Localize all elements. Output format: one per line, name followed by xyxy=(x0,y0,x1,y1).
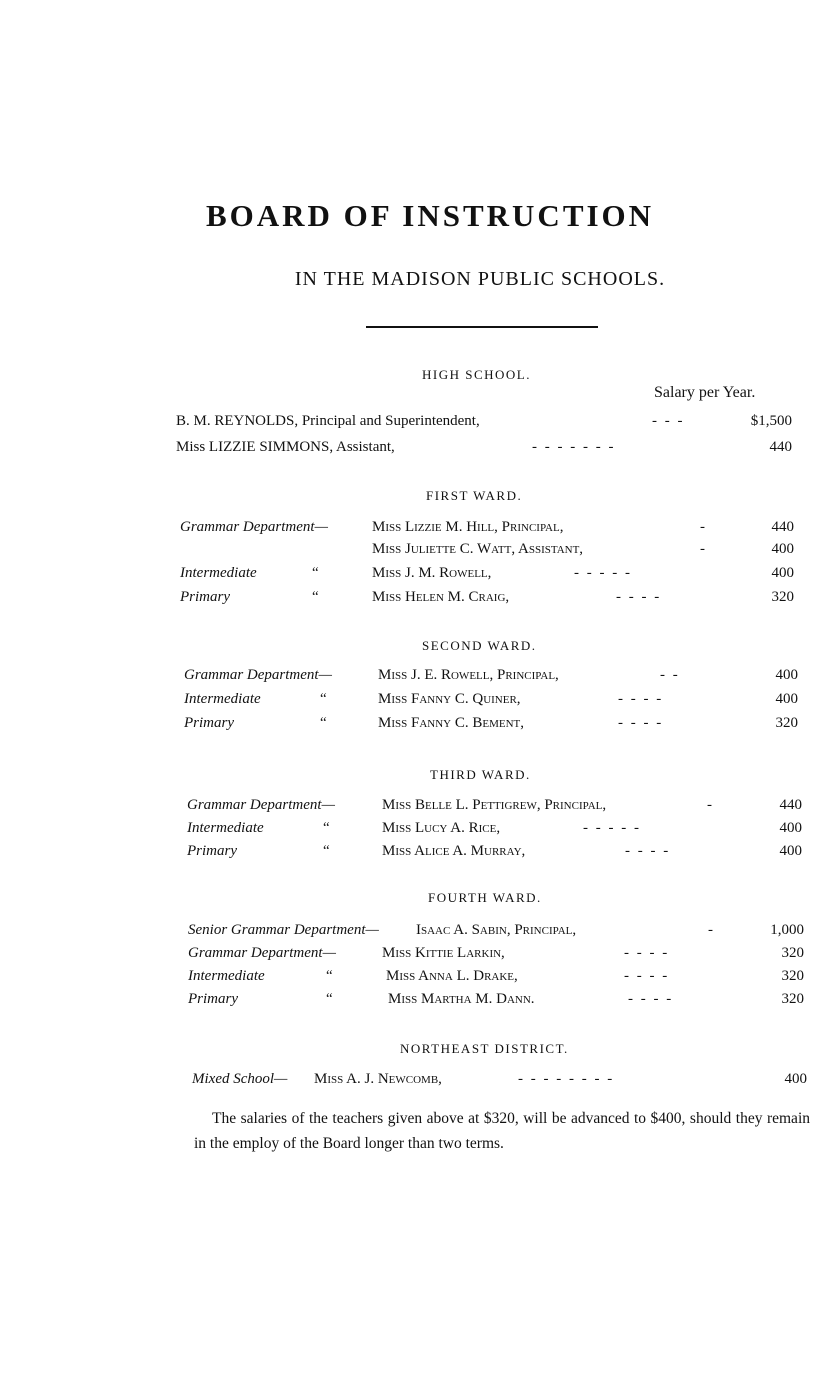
salary-amount: 400 xyxy=(784,1071,807,1087)
staff-name: Miss Lucy A. Rice, xyxy=(382,820,501,836)
department-label: Intermediate xyxy=(184,691,261,707)
salary-amount: 320 xyxy=(781,945,804,961)
table-row xyxy=(187,840,807,862)
department-label: Primary xyxy=(187,843,237,859)
ditto-mark: “ xyxy=(320,715,327,731)
department-label: Senior Grammar Department— xyxy=(188,922,379,938)
leader-dots: - - - - xyxy=(618,715,664,731)
ditto-mark: “ xyxy=(326,968,333,984)
department-label: Primary xyxy=(184,715,234,731)
ditto-mark: “ xyxy=(323,820,330,836)
leader-dots: - xyxy=(708,922,715,938)
staff-name: Miss A. J. Newcomb, xyxy=(314,1071,442,1087)
department-label: Grammar Department— xyxy=(187,797,335,813)
staff-name: Miss Fanny C. Bement, xyxy=(378,715,524,731)
salary-column-header: Salary per Year. xyxy=(654,384,756,401)
salary-amount: 400 xyxy=(771,565,794,581)
ditto-mark: “ xyxy=(323,843,330,859)
table-row xyxy=(187,794,807,816)
salary-amount: 320 xyxy=(781,968,804,984)
table-row xyxy=(184,664,804,686)
ditto-mark: “ xyxy=(326,991,333,1007)
department-label: Primary xyxy=(180,589,230,605)
leader-dots: - - - xyxy=(652,413,685,429)
table-row xyxy=(184,712,804,734)
department-label: Grammar Department— xyxy=(180,519,328,535)
table-row xyxy=(180,516,800,538)
staff-name: Miss LIZZIE SIMMONS, Assistant, xyxy=(176,439,395,455)
leader-dots: - - - - - xyxy=(574,565,632,581)
leader-dots: - - - - xyxy=(628,991,674,1007)
table-row xyxy=(180,586,800,608)
section-heading-high-school: HIGH SCHOOL. xyxy=(422,367,531,382)
department-label: Intermediate xyxy=(188,968,265,984)
table-row xyxy=(188,919,808,941)
leader-dots: - - - - - - - - xyxy=(518,1071,615,1087)
department-label: Grammar Department— xyxy=(188,945,336,961)
salary-amount: 400 xyxy=(771,541,794,557)
leader-dots: - xyxy=(700,541,707,557)
salary-amount: $1,500 xyxy=(750,413,792,429)
staff-name: Miss Lizzie M. Hill, Principal, xyxy=(372,519,564,535)
staff-name: Miss J. E. Rowell, Principal, xyxy=(378,667,559,683)
department-label: Primary xyxy=(188,991,238,1007)
staff-name: Miss Belle L. Pettigrew, Principal, xyxy=(382,797,607,813)
leader-dots: - - xyxy=(660,667,680,683)
salary-amount: 400 xyxy=(775,667,798,683)
page-title: BOARD OF INSTRUCTION xyxy=(205,198,655,233)
salary-note: The salaries of the teachers given above at $320, will be advanced to $400, should they remain in the employ of the Board longer than two terms. xyxy=(194,1110,810,1152)
table-row xyxy=(184,688,804,710)
table-row xyxy=(176,436,796,458)
staff-name: Miss Helen M. Craig, xyxy=(372,589,510,605)
salary-amount: 440 xyxy=(779,797,802,813)
staff-name: Miss Alice A. Murray, xyxy=(382,843,526,859)
salary-amount: 440 xyxy=(769,439,792,455)
leader-dots: - - - - - - - xyxy=(532,439,616,455)
table-row xyxy=(192,1068,812,1090)
table-row xyxy=(187,817,807,839)
department-label: Mixed School— xyxy=(192,1071,288,1087)
staff-name: Miss Anna L. Drake, xyxy=(386,968,518,984)
leader-dots: - - - - - xyxy=(583,820,641,836)
section-heading-northeast-district: NORTHEAST DISTRICT. xyxy=(400,1041,569,1056)
leader-dots: - - - - xyxy=(624,945,670,961)
salary-amount: 440 xyxy=(771,519,794,535)
leader-dots: - xyxy=(700,519,707,535)
table-row xyxy=(180,562,800,584)
leader-dots: - xyxy=(707,797,714,813)
salary-amount: 320 xyxy=(771,589,794,605)
ditto-mark: “ xyxy=(312,589,319,605)
salary-amount: 400 xyxy=(775,691,798,707)
section-heading-fourth-ward: FOURTH WARD. xyxy=(428,890,542,905)
staff-name: Isaac A. Sabin, Principal, xyxy=(416,922,577,938)
section-heading-first-ward: FIRST WARD. xyxy=(426,488,523,503)
staff-name: Miss J. M. Rowell, xyxy=(372,565,492,581)
staff-name: Miss Martha M. Dann. xyxy=(388,991,535,1007)
department-label: Grammar Department— xyxy=(184,667,332,683)
department-label: Intermediate xyxy=(180,565,257,581)
salary-amount: 320 xyxy=(781,991,804,1007)
table-row xyxy=(188,965,808,987)
salary-amount: 1,000 xyxy=(770,922,804,938)
page-subtitle: IN THE MADISON PUBLIC SCHOOLS. xyxy=(294,268,666,290)
leader-dots: - - - - xyxy=(625,843,671,859)
table-row xyxy=(188,988,808,1010)
department-label: Intermediate xyxy=(187,820,264,836)
salary-amount: 400 xyxy=(779,820,802,836)
table-row xyxy=(176,410,796,432)
salary-amount: 320 xyxy=(775,715,798,731)
section-heading-third-ward: THIRD WARD. xyxy=(430,767,531,782)
staff-name: Miss Kittie Larkin, xyxy=(382,945,505,961)
table-row xyxy=(188,942,808,964)
leader-dots: - - - - xyxy=(624,968,670,984)
leader-dots: - - - - xyxy=(618,691,664,707)
section-heading-second-ward: SECOND WARD. xyxy=(422,638,537,653)
table-row xyxy=(180,538,800,560)
staff-name: B. M. REYNOLDS, Principal and Superintendent, xyxy=(176,413,480,429)
staff-name: Miss Fanny C. Quiner, xyxy=(378,691,521,707)
leader-dots: - - - - xyxy=(616,589,662,605)
staff-name: Miss Juliette C. Watt, Assistant, xyxy=(372,541,584,557)
title-rule xyxy=(366,326,598,328)
ditto-mark: “ xyxy=(320,691,327,707)
salary-amount: 400 xyxy=(779,843,802,859)
ditto-mark: “ xyxy=(312,565,319,581)
